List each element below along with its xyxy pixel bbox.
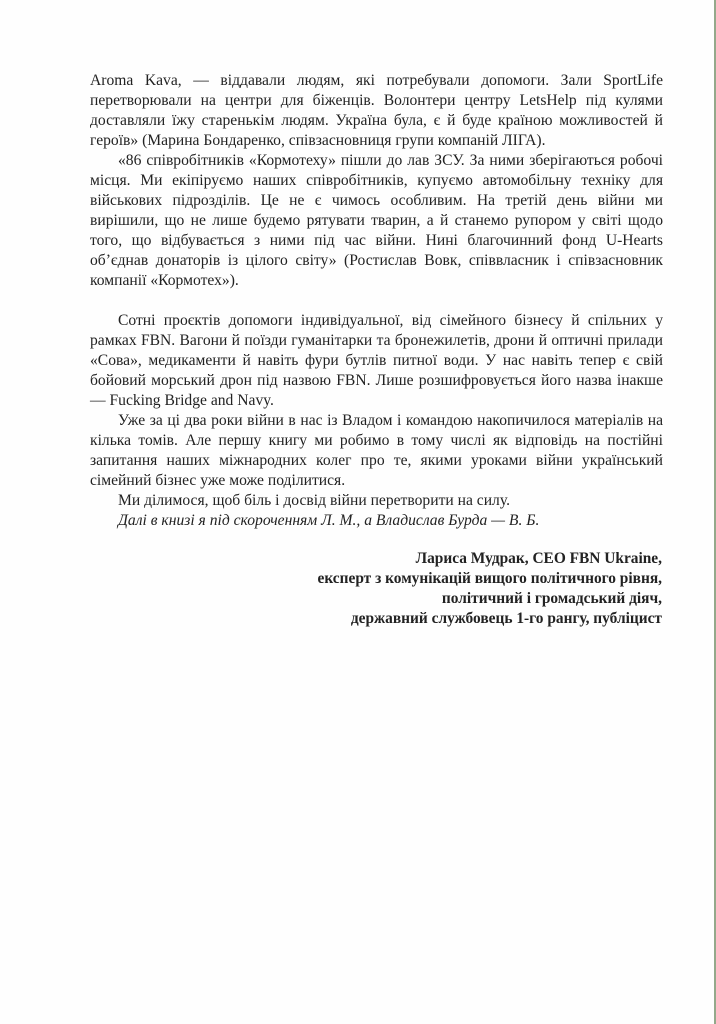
signature-rank-line: державний службовець 1-го рангу, публіцист (350, 610, 662, 627)
signature-name-line: Лариса Мудрак, CEO FBN Ukraine, (415, 550, 662, 567)
author-signature (142, 549, 662, 629)
paragraph-fbn-projects: Сотні проєктів допомоги індивідуальної, від сімейного бізнесу й спільних у рамках FBN. Вагони й поїзди гуманітарки та бронежилетів, дрони й оптичні прилади «Сова», медикаменти й навіть фури бутлів питної води. У нас навіть тепер є свій бойовий морський дрон під назвою FBN. Лише розшифровується його назва інакше — Fucking Bridge and Navy. (90, 312, 663, 409)
body-text (90, 71, 663, 531)
paragraph-book-purpose: Уже за ці два роки війни в нас із Владом і командою накопичилося матеріалів на кілька томів. Але першу книгу ми робимо в тому числі як відповідь на постійні запитання наших міжнародних колег про те, якими уроками війни український сімейний бізнес уже може поділитися. (90, 412, 663, 489)
signature-role-line: політичний і громадський діяч, (441, 590, 662, 607)
paragraph-sharing: Ми ділимося, щоб біль і досвід війни перетворити на силу. (118, 492, 510, 509)
paragraph-quote-kormotech: «86 співробітників «Кормотеху» пішли до лав ЗСУ. За ними зберігаються робочі місця. Ми екіпіруємо наших співробітників, купуємо автомобільну техніку для військових підрозділів. Це не є чимось особливим. На третій день війни ми вирішили, що не лише будемо рятувати тварин, а й станемо рупором у світі щодо того, що відбувається з ними під час війни. Нині благочинний фонд U-Hearts об’єднав донаторів із цілого світу» (Ростислав Вовк, співвласник і співзасновник компанії «Кормотех»). (90, 152, 663, 289)
signature-title-line: експерт з комунікацій вищого політичного рівня, (317, 570, 662, 587)
paragraph-abbreviation-note: Далі в книзі я під скороченням Л. М., а Владислав Бурда — В. Б. (118, 512, 540, 529)
paragraph-quote-liga-continuation: Aroma Kava, — віддавали людям, які потребували допомоги. Зали SportLife перетворювали на центри для біженців. Волонтери центру LetsHelp під кулями доставляли їжу старенькім людям. Україна була, є й буде країною можливостей й героїв» (Марина Бондаренко, співзасновниця групи компаній ЛІГА). (90, 72, 663, 149)
